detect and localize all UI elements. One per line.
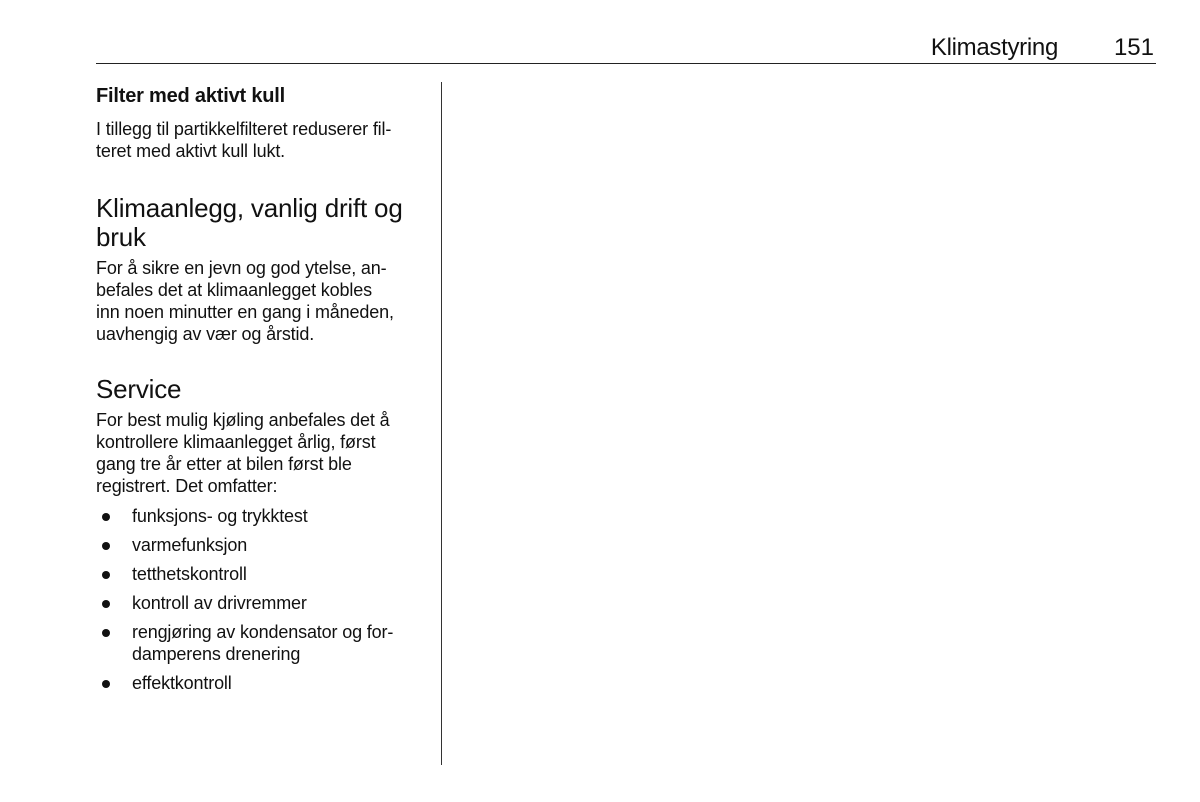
list-item-text: damperens drenering: [132, 644, 301, 664]
bullet-icon: [102, 571, 110, 579]
section-heading-filter: Filter med aktivt kull: [96, 85, 285, 107]
column-divider: [441, 82, 442, 765]
list-item-text: varmefunksjon: [132, 535, 248, 555]
page-number: 151: [1113, 34, 1154, 61]
text-line: For å sikre en jevn og god ytelse, an-: [96, 258, 387, 278]
paragraph-filter: [96, 118, 430, 162]
section-heading-service: Service: [96, 374, 182, 404]
bullet-icon: [102, 629, 110, 637]
text-line: kontrollere klimaanlegget årlig, først: [96, 432, 376, 452]
list-item: [96, 534, 430, 556]
text-line: uavhengig av vær og årstid.: [96, 324, 315, 344]
text-line: teret med aktivt kull lukt.: [96, 141, 286, 161]
list-item: [96, 563, 430, 585]
bullet-icon: [102, 600, 110, 608]
text-line: For best mulig kjøling anbefales det å: [96, 410, 390, 430]
spacer: [96, 345, 430, 375]
list-item-text: kontroll av drivremmer: [132, 593, 307, 613]
list-item: [96, 505, 430, 527]
left-column: [96, 83, 430, 701]
bullet-icon: [102, 542, 110, 550]
heading-line: bruk: [96, 222, 146, 252]
text-line: inn noen minutter en gang i måneden,: [96, 302, 394, 322]
spacer: [96, 162, 430, 194]
list-item: [96, 621, 430, 665]
bullet-icon: [102, 680, 110, 688]
text-line: I tillegg til partikkelfilteret reduserer fil-: [96, 119, 392, 139]
list-item-text: effektkontroll: [132, 673, 232, 693]
service-checklist: [96, 505, 430, 694]
list-item: [96, 672, 430, 694]
text-line: registrert. Det omfatter:: [96, 476, 278, 496]
bullet-icon: [102, 513, 110, 521]
text-line: gang tre år etter at bilen først ble: [96, 454, 352, 474]
list-item-text: tetthetskontroll: [132, 564, 247, 584]
text-line: befales det at klimaanlegget kobles: [96, 280, 372, 300]
list-item: [96, 592, 430, 614]
paragraph-klimaanlegg: [96, 257, 430, 345]
section-service: [96, 375, 430, 694]
heading-line: Klimaanlegg, vanlig drift og: [96, 193, 403, 223]
section-klimaanlegg: [96, 194, 430, 345]
page-header: [96, 30, 1156, 64]
chapter-title: Klimastyring: [930, 34, 1058, 61]
section-heading-klimaanlegg: [96, 194, 430, 252]
paragraph-service: [96, 409, 430, 497]
list-item-text: rengjøring av kondensator og for-: [132, 622, 394, 642]
list-item-text: funksjons- og trykktest: [132, 506, 308, 526]
section-filter: [96, 83, 430, 162]
